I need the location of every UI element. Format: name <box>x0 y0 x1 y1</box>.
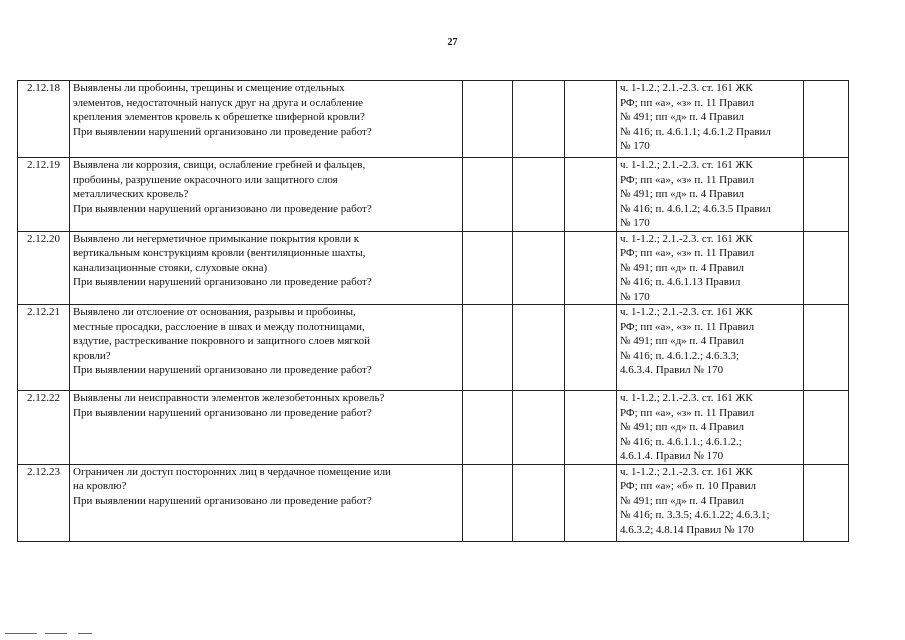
item-number: 2.12.20 <box>18 231 70 305</box>
reference-line: № 491; пп «д» п. 4 Правил <box>620 421 744 433</box>
question-line: кровли? <box>73 349 111 362</box>
answer-yes-cell <box>463 391 513 465</box>
question-line: на кровлю? <box>73 480 127 492</box>
reference-line: РФ; пп «а», «з» п. 11 Правил <box>620 320 755 333</box>
reference-line: № 491; пп «д» п. 4 Правил <box>620 335 744 347</box>
question-cell <box>70 231 463 305</box>
reference-line: № 491; пп «д» п. 4 Правил <box>620 494 744 507</box>
answer-no-cell <box>513 231 565 305</box>
answer-na-cell <box>565 391 617 465</box>
reference-line: ч. 1-1.2.; 2.1.-2.3. ст. 161 ЖК <box>620 306 753 318</box>
reference-line: 4.6.1.4. Правил № 170 <box>620 450 724 462</box>
answer-no-cell <box>513 305 565 391</box>
answer-yes-cell <box>463 81 513 158</box>
answer-no-cell <box>513 158 565 232</box>
answer-no-cell <box>513 81 565 158</box>
table-row <box>18 158 849 232</box>
notes-cell <box>804 231 849 305</box>
reference-line: 4.6.3.2; 4.8.14 Правил № 170 <box>620 523 754 536</box>
legal-reference-cell <box>617 464 804 541</box>
question-line: Ограничен ли доступ посторонних лиц в чердачное помещение или <box>73 465 391 478</box>
reference-line: № 416; п. 4.6.1.2.; 4.6.3.3; <box>620 349 740 362</box>
reference-line: ч. 1-1.2.; 2.1.-2.3. ст. 161 ЖК <box>620 159 753 171</box>
notes-cell <box>804 391 849 465</box>
notes-cell <box>804 464 849 541</box>
question-line: При выявлении нарушений организовано ли проведение работ? <box>73 276 372 288</box>
reference-line: № 416; п. 4.6.1.2; 4.6.3.5 Правил <box>620 202 771 215</box>
reference-line: № 170 <box>620 290 650 303</box>
question-cell <box>70 158 463 232</box>
question-line: При выявлении нарушений организовано ли проведение работ? <box>73 406 372 419</box>
question-line: пробоины, разрушение окрасочного или защитного слоя <box>73 173 338 186</box>
table-row <box>18 81 849 158</box>
legal-reference-cell <box>617 391 804 465</box>
question-line: вертикальным конструкциям кровли (вентиляционные шахты, <box>73 247 366 259</box>
answer-no-cell <box>513 464 565 541</box>
item-number: 2.12.19 <box>18 158 70 232</box>
answer-na-cell <box>565 231 617 305</box>
notes-cell <box>804 81 849 158</box>
table-row <box>18 231 849 305</box>
question-line: элементов, недостаточный напуск друг на друга и ослабление <box>73 96 364 109</box>
answer-na-cell <box>565 464 617 541</box>
item-number: 2.12.23 <box>18 464 70 541</box>
reference-line: № 416; п. 4.6.1.1; 4.6.1.2 Правил <box>620 125 771 138</box>
question-line: Выявлена ли коррозия, свищи, ослабление гребней и фальцев, <box>73 159 366 171</box>
reference-line: № 170 <box>620 217 650 229</box>
reference-line: РФ; пп «а», «з» п. 11 Правил <box>620 96 755 109</box>
reference-line: № 491; пп «д» п. 4 Правил <box>620 111 744 123</box>
reference-line: № 416; п. 4.6.1.13 Правил <box>620 276 741 288</box>
answer-na-cell <box>565 158 617 232</box>
answer-yes-cell <box>463 231 513 305</box>
answer-na-cell <box>565 81 617 158</box>
reference-line: РФ; пп «а»; «б» п. 10 Правил <box>620 480 757 492</box>
table-row <box>18 305 849 391</box>
answer-yes-cell <box>463 305 513 391</box>
legal-reference-cell <box>617 305 804 391</box>
footer-scan-marks <box>0 633 120 636</box>
question-line: При выявлении нарушений организовано ли проведение работ? <box>73 202 372 215</box>
reference-line: № 416; п. 4.6.1.1.; 4.6.1.2.; <box>620 435 742 448</box>
reference-line: РФ; пп «а», «з» п. 11 Правил <box>620 173 755 186</box>
notes-cell <box>804 305 849 391</box>
reference-line: № 491; пп «д» п. 4 Правил <box>620 261 744 274</box>
question-line: Выявлено ли отслоение от основания, разрывы и пробоины, <box>73 306 356 318</box>
question-line: крепления элементов кровель к обрешетке шиферной кровли? <box>73 111 365 123</box>
answer-yes-cell <box>463 158 513 232</box>
reference-line: РФ; пп «а», «з» п. 11 Правил <box>620 406 755 419</box>
reference-line: № 416; п. 3.3.5; 4.6.1.22; 4.6.3.1; <box>620 509 770 521</box>
question-line: Выявлены ли пробоины, трещины и смещение отдельных <box>73 82 345 94</box>
question-line: канализационные стояки, слуховые окна) <box>73 261 268 274</box>
question-line: металлических кровель? <box>73 188 189 200</box>
question-line: При выявлении нарушений организовано ли проведение работ? <box>73 364 372 376</box>
answer-yes-cell <box>463 464 513 541</box>
page-number: 27 <box>447 37 458 48</box>
reference-line: № 170 <box>620 140 650 152</box>
answer-no-cell <box>513 391 565 465</box>
question-cell <box>70 464 463 541</box>
question-line: вздутие, растрескивание покровного и защитного слоев мягкой <box>73 335 371 347</box>
answer-na-cell <box>565 305 617 391</box>
table-row <box>18 391 849 465</box>
reference-line: ч. 1-1.2.; 2.1.-2.3. ст. 161 ЖК <box>620 465 753 478</box>
question-cell <box>70 305 463 391</box>
item-number: 2.12.21 <box>18 305 70 391</box>
question-line: Выявлено ли негерметичное примыкание покрытия кровли к <box>73 232 360 245</box>
notes-cell <box>804 158 849 232</box>
reference-line: № 491; пп «д» п. 4 Правил <box>620 188 744 200</box>
legal-reference-cell <box>617 81 804 158</box>
question-line: При выявлении нарушений организовано ли проведение работ? <box>73 494 372 507</box>
question-cell <box>70 391 463 465</box>
item-number: 2.12.18 <box>18 81 70 158</box>
question-line: местные просадки, расслоение в швах и между полотнищами, <box>73 320 365 333</box>
question-line: Выявлены ли неисправности элементов железобетонных кровель? <box>73 392 385 404</box>
reference-line: РФ; пп «а», «з» п. 11 Правил <box>620 247 755 259</box>
question-line: При выявлении нарушений организовано ли проведение работ? <box>73 125 372 138</box>
question-cell <box>70 81 463 158</box>
reference-line: ч. 1-1.2.; 2.1.-2.3. ст. 161 ЖК <box>620 82 753 94</box>
table-row <box>18 464 849 541</box>
legal-reference-cell <box>617 158 804 232</box>
reference-line: ч. 1-1.2.; 2.1.-2.3. ст. 161 ЖК <box>620 392 753 404</box>
reference-line: 4.6.3.4. Правил № 170 <box>620 364 724 376</box>
item-number: 2.12.22 <box>18 391 70 465</box>
checklist-table <box>17 80 849 542</box>
legal-reference-cell <box>617 231 804 305</box>
reference-line: ч. 1-1.2.; 2.1.-2.3. ст. 161 ЖК <box>620 232 753 245</box>
